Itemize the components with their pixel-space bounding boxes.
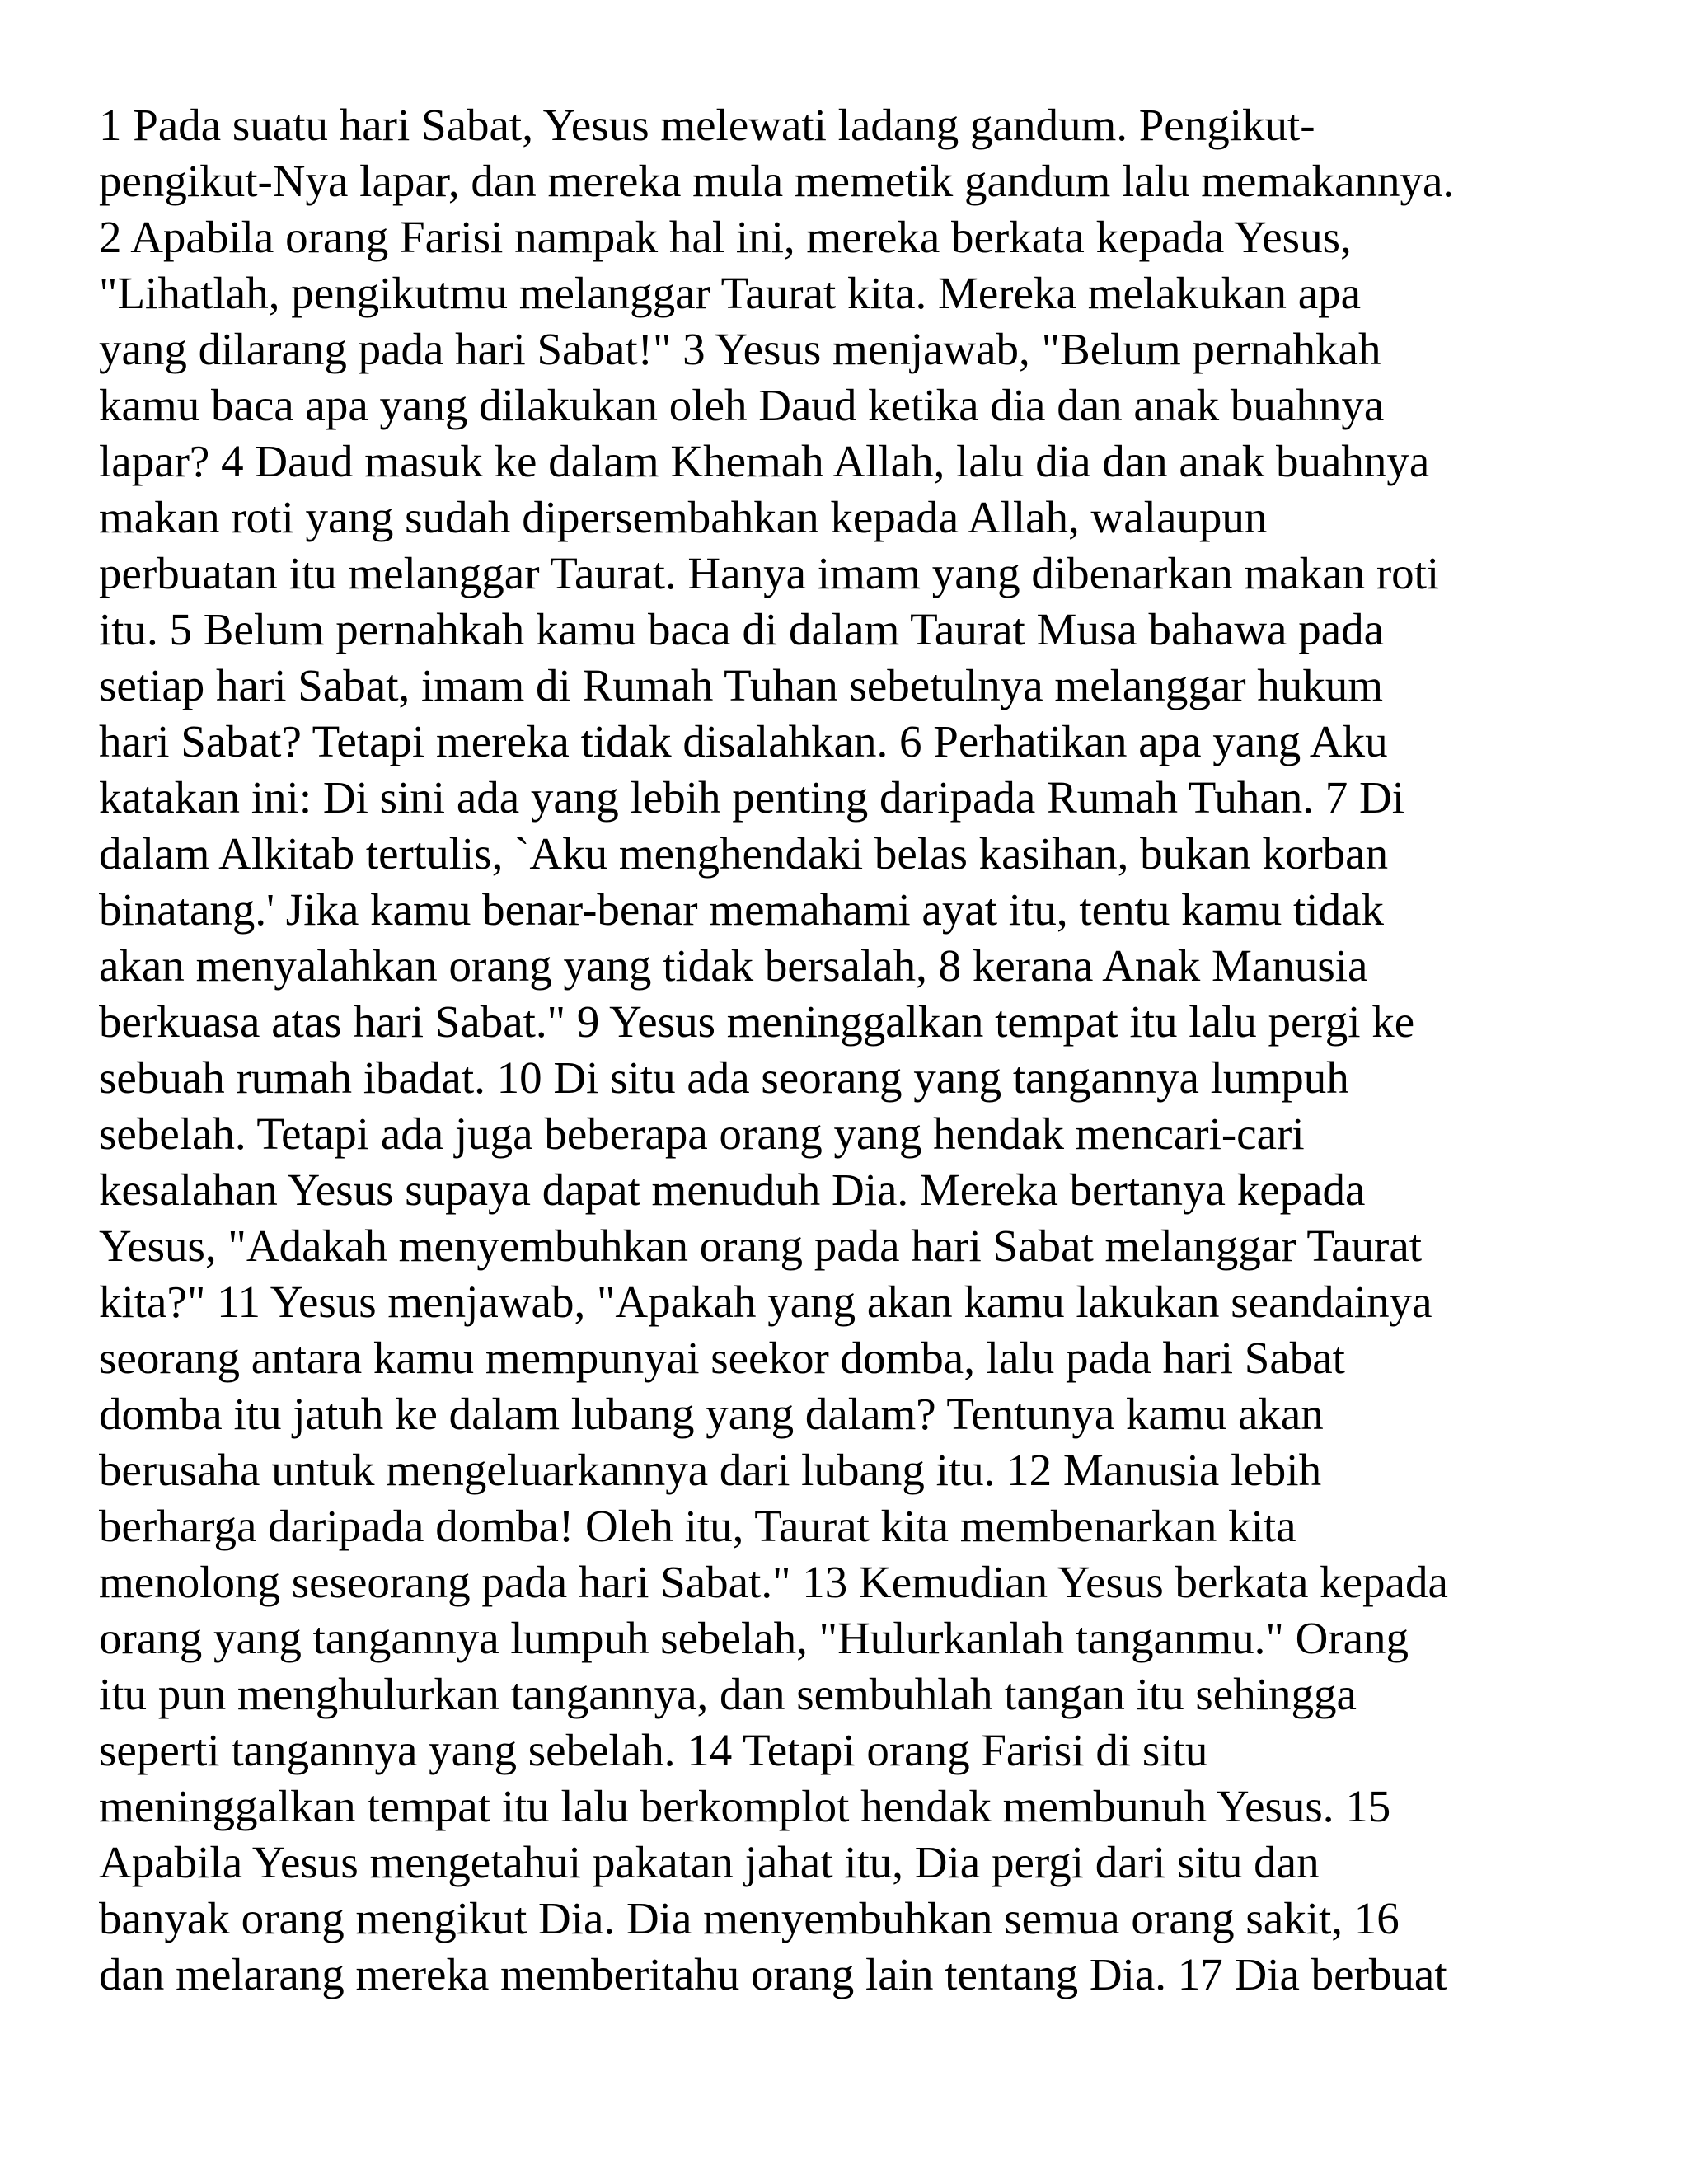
text-line: 2 Apabila orang Farisi nampak hal ini, mereka berkata kepada Yesus, — [99, 212, 1352, 262]
text-line: banyak orang mengikut Dia. Dia menyembuhkan semua orang sakit, 16 — [99, 1893, 1400, 1943]
text-line: 1 Pada suatu hari Sabat, Yesus melewati ladang gandum. Pengikut- — [99, 100, 1315, 150]
text-line: perbuatan itu melanggar Taurat. Hanya imam yang dibenarkan makan roti — [99, 548, 1440, 598]
text-line: hari Sabat? Tetapi mereka tidak disalahkan. 6 Perhatikan apa yang Aku — [99, 716, 1388, 766]
text-line: itu. 5 Belum pernahkah kamu baca di dalam Taurat Musa bahawa pada — [99, 604, 1385, 654]
text-line: Apabila Yesus mengetahui pakatan jahat itu, Dia pergi dari situ dan — [99, 1837, 1320, 1887]
text-line: kamu baca apa yang dilakukan oleh Daud ketika dia dan anak buahnya — [99, 380, 1385, 430]
text-line: berkuasa atas hari Sabat." 9 Yesus meninggalkan tempat itu lalu pergi ke — [99, 996, 1415, 1047]
text-line: sebuah rumah ibadat. 10 Di situ ada seorang yang tangannya lumpuh — [99, 1052, 1349, 1103]
text-line: kita?" 11 Yesus menjawab, "Apakah yang akan kamu lakukan seandainya — [99, 1277, 1432, 1327]
body-text — [99, 97, 1632, 2003]
text-line: berusaha untuk mengeluarkannya dari lubang itu. 12 Manusia lebih — [99, 1445, 1322, 1495]
text-line: setiap hari Sabat, imam di Rumah Tuhan sebetulnya melanggar hukum — [99, 660, 1384, 710]
text-line: katakan ini: Di sini ada yang lebih penting daripada Rumah Tuhan. 7 Di — [99, 772, 1405, 823]
text-line: yang dilarang pada hari Sabat!" 3 Yesus menjawab, "Belum pernahkah — [99, 324, 1381, 374]
text-line: menolong seseorang pada hari Sabat." 13 Kemudian Yesus berkata kepada — [99, 1557, 1448, 1607]
text-line: seorang antara kamu mempunyai seekor domba, lalu pada hari Sabat — [99, 1333, 1345, 1383]
text-line: lapar? 4 Daud masuk ke dalam Khemah Allah, lalu dia dan anak buahnya — [99, 436, 1430, 486]
text-line: pengikut-Nya lapar, dan mereka mula memetik gandum lalu memakannya. — [99, 156, 1455, 206]
text-line: seperti tangannya yang sebelah. 14 Tetapi orang Farisi di situ — [99, 1725, 1208, 1775]
text-line: domba itu jatuh ke dalam lubang yang dalam? Tentunya kamu akan — [99, 1389, 1324, 1439]
text-line: Yesus, "Adakah menyembuhkan orang pada hari Sabat melanggar Taurat — [99, 1221, 1423, 1271]
text-line: itu pun menghulurkan tangannya, dan sembuhlah tangan itu sehingga — [99, 1669, 1357, 1719]
text-line: akan menyalahkan orang yang tidak bersalah, 8 kerana Anak Manusia — [99, 940, 1368, 991]
text-line: kesalahan Yesus supaya dapat menuduh Dia. Mereka bertanya kepada — [99, 1165, 1366, 1215]
text-line: berharga daripada domba! Oleh itu, Taurat kita membenarkan kita — [99, 1501, 1296, 1551]
text-line: orang yang tangannya lumpuh sebelah, "Hulurkanlah tanganmu." Orang — [99, 1613, 1409, 1663]
text-line: "Lihatlah, pengikutmu melanggar Taurat kita. Mereka melakukan apa — [99, 268, 1362, 318]
text-line: sebelah. Tetapi ada juga beberapa orang yang hendak mencari-cari — [99, 1108, 1305, 1159]
text-line: binatang.' Jika kamu benar-benar memahami ayat itu, tentu kamu tidak — [99, 884, 1384, 935]
text-line: meninggalkan tempat itu lalu berkomplot hendak membunuh Yesus. 15 — [99, 1781, 1391, 1831]
text-line: makan roti yang sudah dipersembahkan kepada Allah, walaupun — [99, 492, 1268, 542]
text-line: dan melarang mereka memberitahu orang lain tentang Dia. 17 Dia berbuat — [99, 1949, 1447, 1999]
text-line: dalam Alkitab tertulis, `Aku menghendaki belas kasihan, bukan korban — [99, 828, 1389, 879]
